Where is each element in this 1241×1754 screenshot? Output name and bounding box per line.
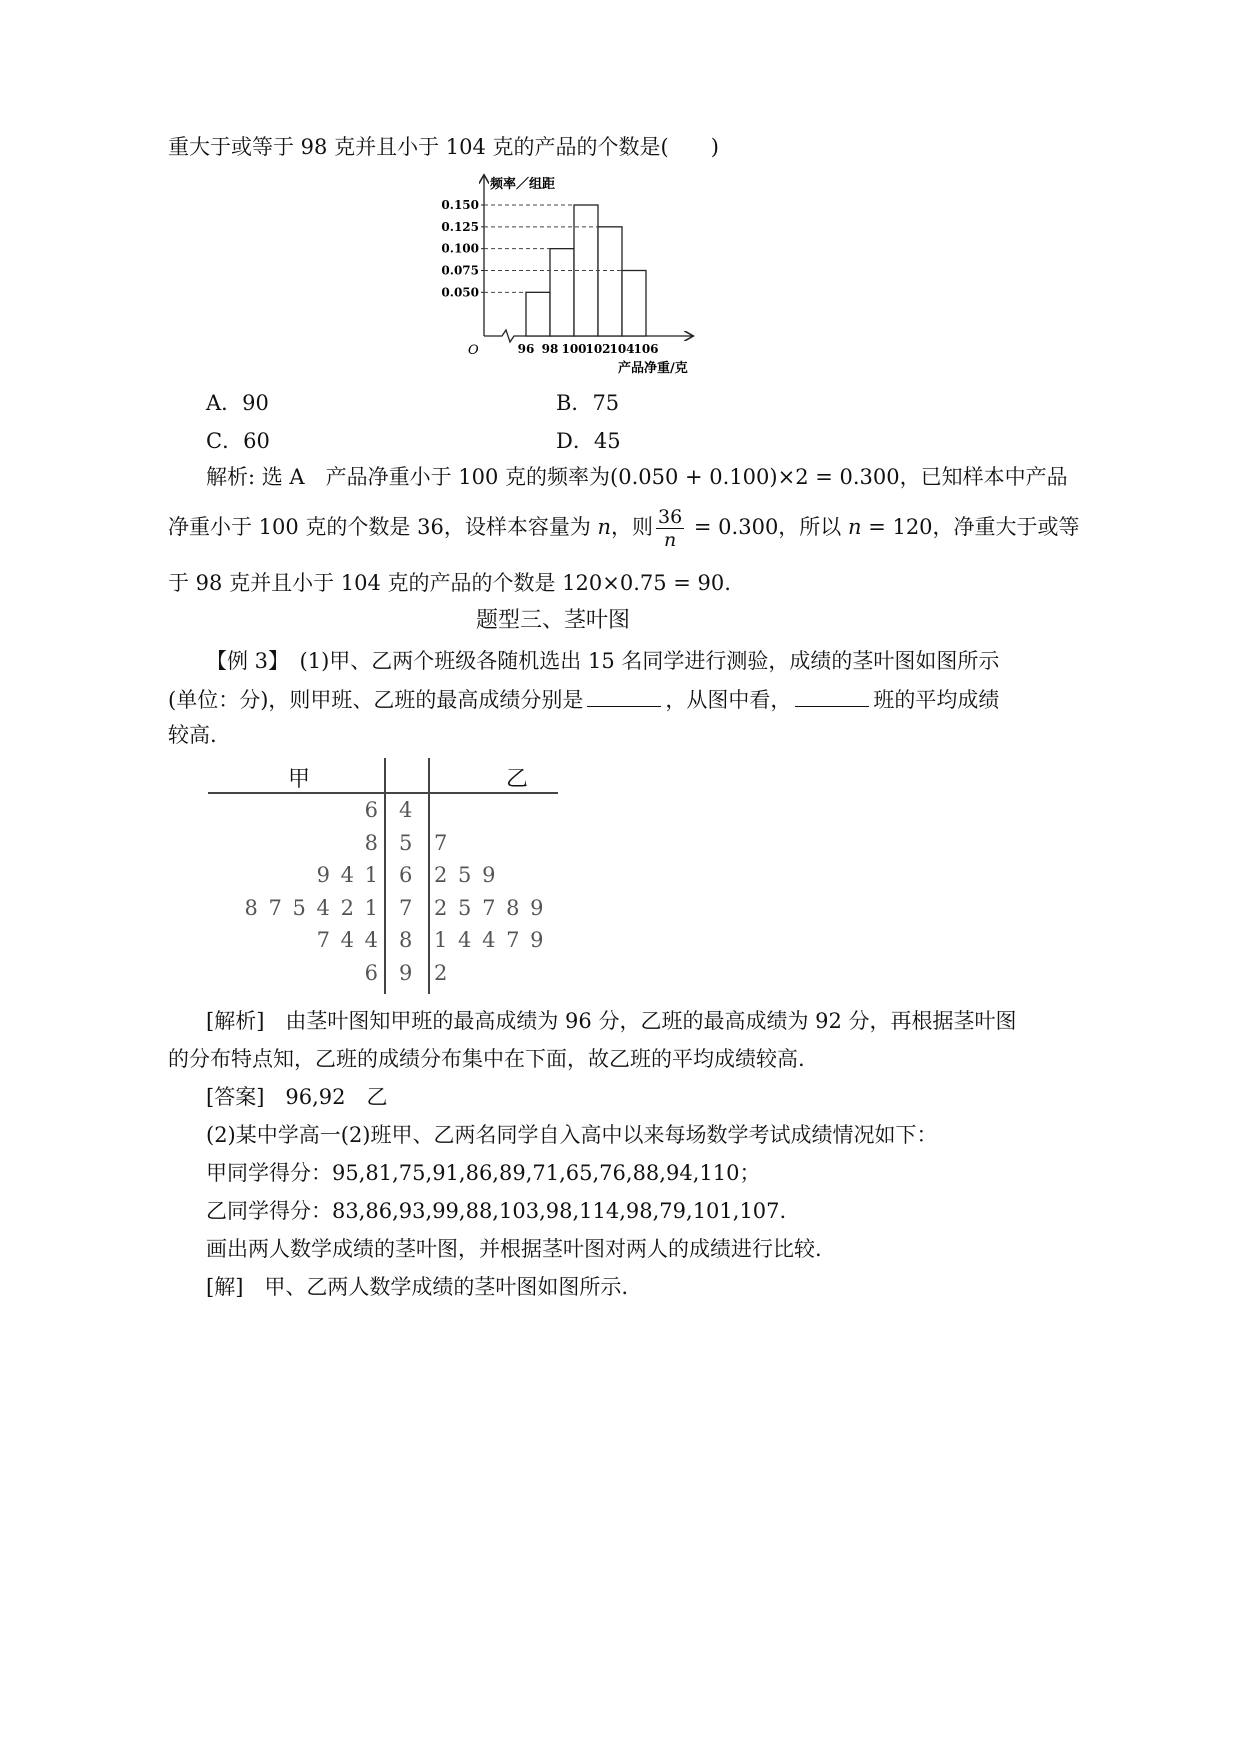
stem-leaf-left-leaves: 6 [364, 960, 380, 985]
choice-d[interactable] [556, 426, 621, 456]
histogram-bar [622, 271, 646, 337]
stem-leaf-right-header: 乙 [506, 767, 529, 792]
histogram-bar [526, 292, 550, 336]
yi-scores: 乙同学得分：83,86,93,99,88,103,98,114,98,79,101,107. [206, 1199, 787, 1223]
stem-leaf-stem: 4 [399, 798, 413, 822]
choice-b-value: 75 [592, 391, 620, 415]
analysis-text: ，则 [611, 515, 654, 539]
y-tick-label: 0.125 [441, 219, 479, 234]
analysis-line-1: 解析: 选 A 产品净重小于 100 克的频率为(0.050 + 0.100)×2 = 0.300，已知样本中产品 [206, 465, 1068, 489]
x-tick-label: 96 [517, 342, 535, 356]
task-line: 画出两人数学成绩的茎叶图，并根据茎叶图对两人的成绩进行比较. [206, 1237, 822, 1261]
x-tick-label: 106 [633, 342, 659, 356]
stem-leaf-plot [208, 758, 560, 994]
example3-text: 班的平均成绩 [873, 688, 1000, 712]
origin-label: O [468, 343, 479, 358]
fraction-denominator: n [664, 529, 677, 551]
stem-leaf-stem: 5 [399, 830, 413, 855]
stem-leaf-stem: 9 [399, 960, 413, 985]
choice-d-label: D． [556, 429, 594, 453]
choice-c[interactable] [206, 426, 270, 456]
choice-b-label: B． [556, 391, 593, 415]
stem-leaf-right-leaves: 1 4 4 7 9 [434, 928, 546, 952]
example3-line-1: 【例 3】 (1)甲、乙两个班级各随机选出 15 名同学进行测验，成绩的茎叶图如图所示 [206, 649, 1000, 673]
y-tick-label: 0.100 [441, 241, 479, 256]
y-tick-label: 0.050 [441, 285, 479, 300]
jia-scores: 甲同学得分：95,81,75,91,86,89,71,65,76,88,94,110； [206, 1161, 761, 1185]
stem-leaf-left-leaves: 8 [364, 830, 380, 855]
y-tick-label: 0.075 [441, 263, 479, 278]
stem-leaf-right-leaves: 2 [434, 960, 450, 985]
analysis-line-2 [168, 506, 1080, 551]
choice-b[interactable] [556, 388, 619, 418]
stem-leaf-left-leaves: 8 7 5 4 2 1 [244, 895, 380, 920]
example3-line-2 [168, 684, 999, 715]
stem-leaf-stem: 8 [399, 928, 413, 952]
histogram-bar [550, 249, 574, 336]
stem-leaf-left-leaves: 9 4 1 [316, 863, 380, 887]
stem-leaf-stem: 7 [399, 895, 413, 920]
x-tick-label: 102 [585, 342, 611, 356]
choice-a-label: A． [206, 391, 243, 415]
section-title: 题型三、茎叶图 [476, 608, 631, 633]
blank-1[interactable] [587, 684, 661, 707]
example3-text: ，从图中看， [665, 688, 792, 712]
histogram-chart [430, 168, 720, 383]
y-axis-label: 频率／组距 [490, 177, 556, 192]
stem-leaf-left-leaves: 6 [364, 798, 380, 822]
var-n: n [597, 515, 612, 539]
choice-a[interactable] [206, 388, 269, 418]
jie-line: [解] 甲、乙两人数学成绩的茎叶图如图所示. [206, 1275, 629, 1299]
x-tick-label: 100 [561, 342, 587, 356]
part2-line: (2)某中学高一(2)班甲、乙两名同学自入高中以来每场数学考试成绩情况如下： [206, 1123, 938, 1147]
var-n: n [847, 515, 862, 539]
stem-leaf-right-leaves: 2 5 9 [434, 863, 498, 887]
stem-leaf-right-leaves: 2 5 7 8 9 [434, 895, 546, 920]
stem-leaf-stem: 6 [399, 863, 413, 887]
histogram-bar [598, 227, 622, 336]
analysis-text: 净重小于 100 克的个数是 36，设样本容量为 [168, 515, 598, 539]
fraction-36-over-n [656, 506, 684, 551]
choice-a-value: 90 [242, 391, 269, 415]
question-tail: 重大于或等于 98 克并且小于 104 克的产品的个数是( ) [168, 135, 719, 159]
y-tick-label: 0.150 [441, 198, 479, 212]
choice-c-value: 60 [243, 429, 270, 453]
choice-c-label: C． [206, 429, 244, 453]
choice-d-value: 45 [593, 429, 621, 453]
answer-line: [答案] 96,92 乙 [206, 1085, 388, 1109]
example3-text: (单位：分)，则甲班、乙班的最高成绩分别是 [168, 688, 584, 712]
blank-2[interactable] [795, 684, 869, 707]
solution-line-1: [解析] 由茎叶图知甲班的最高成绩为 96 分，乙班的最高成绩为 92 分，再根据茎叶图 [206, 1009, 1017, 1033]
analysis-line-3: 于 98 克并且小于 104 克的产品的个数是 120×0.75 = 90. [168, 571, 731, 595]
stem-leaf-left-header: 甲 [288, 767, 311, 792]
x-axis-label: 产品净重/克 [618, 361, 688, 376]
fraction-numerator: 36 [658, 506, 683, 528]
stem-leaf-right-leaves: 7 [434, 830, 450, 855]
x-tick-label: 104 [609, 342, 635, 356]
example3-line-3: 较高. [168, 723, 217, 747]
x-tick-label: 98 [541, 342, 559, 356]
analysis-text: = 0.300，所以 [687, 515, 848, 539]
analysis-text: = 120，净重大于或等 [861, 515, 1080, 539]
stem-leaf-left-leaves: 7 4 4 [316, 928, 380, 952]
solution-line-2: 的分布特点知，乙班的成绩分布集中在下面，故乙班的平均成绩较高. [168, 1047, 805, 1071]
